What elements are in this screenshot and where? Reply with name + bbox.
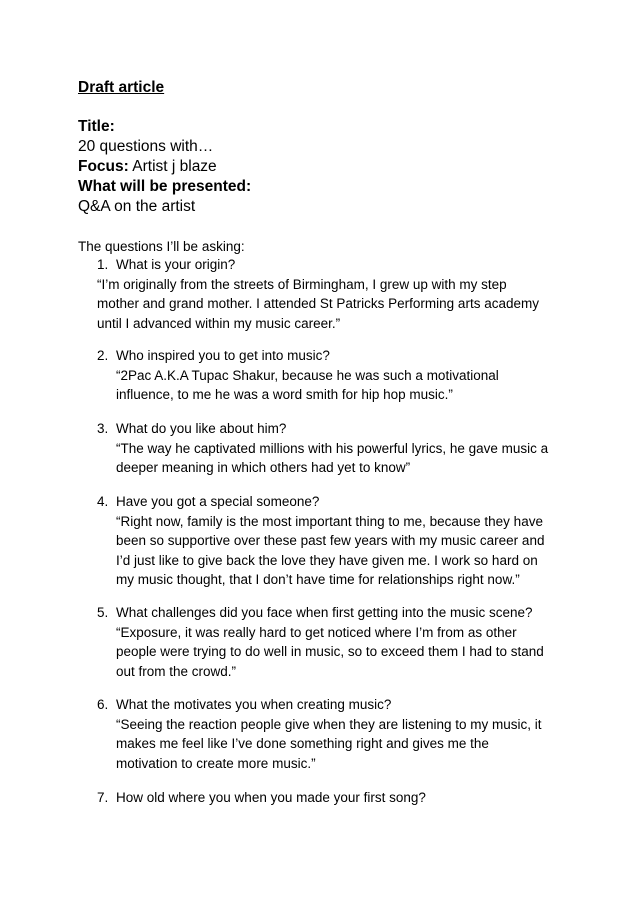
question-item-7 — [97, 788, 577, 808]
focus-label: Focus: — [78, 158, 129, 175]
answer-text: “Right now, family is the most important thing to me, because they have been so supportive over these past few years with my music career and I’d just like to give back the love they have given me. I work so hard on my music thought, that I don’t have time for relationships right now.” — [116, 513, 545, 587]
question-text: What do you like about him? — [116, 421, 287, 436]
title-label: Title: — [78, 118, 115, 135]
answer-text: “2Pac A.K.A Tupac Shakur, because he was such a motivational influence, to me he was a word smith for hip hop music.” — [116, 367, 499, 402]
question-text: Who inspired you to get into music? — [116, 348, 330, 363]
question-item-3 — [97, 419, 577, 478]
question-number: 3. — [97, 421, 109, 436]
question-text: How old where you when you made your first song? — [116, 790, 426, 805]
question-number: 7. — [97, 790, 109, 805]
question-text: What is your origin? — [116, 257, 236, 272]
question-number: 2. — [97, 348, 109, 363]
answer-text: “I’m originally from the streets of Birmingham, I grew up with my step mother and grand mother. I attended St Patricks Performing arts academy until I advanced within my music career.” — [97, 276, 539, 331]
title-value: 20 questions with… — [78, 138, 214, 155]
questions-intro: The questions I’ll be asking: — [78, 239, 245, 254]
question-number: 5. — [97, 605, 109, 620]
question-item-4 — [97, 492, 577, 590]
focus-value: Artist j blaze — [128, 158, 217, 175]
question-text: What the motivates you when creating music? — [116, 697, 392, 712]
presented-label: What will be presented: — [78, 178, 252, 195]
question-text: Have you got a special someone? — [116, 494, 320, 509]
question-number: 6. — [97, 697, 109, 712]
question-number: 1. — [97, 257, 109, 272]
focus-line — [78, 157, 217, 177]
answer-text: “Seeing the reaction people give when they are listening to my music, it makes me feel like I’ve done something right and gives me the motivation to create more music.” — [116, 716, 542, 771]
question-number: 4. — [97, 494, 109, 509]
question-text: What challenges did you face when first getting into the music scene? — [116, 605, 533, 620]
document-heading: Draft article — [78, 79, 165, 96]
answer-text: “Exposure, it was really hard to get noticed where I’m from as other people were trying to do well in music, so to exceed them I had to stand out from the crowd.” — [116, 624, 544, 679]
question-item-1 — [97, 255, 577, 333]
presented-value: Q&A on the artist — [78, 198, 196, 215]
question-item-5 — [97, 603, 577, 681]
question-item-6 — [97, 695, 577, 773]
question-item-2 — [97, 346, 577, 405]
answer-text: “The way he captivated millions with his powerful lyrics, he gave music a deeper meaning in which others had yet to know” — [116, 440, 549, 475]
